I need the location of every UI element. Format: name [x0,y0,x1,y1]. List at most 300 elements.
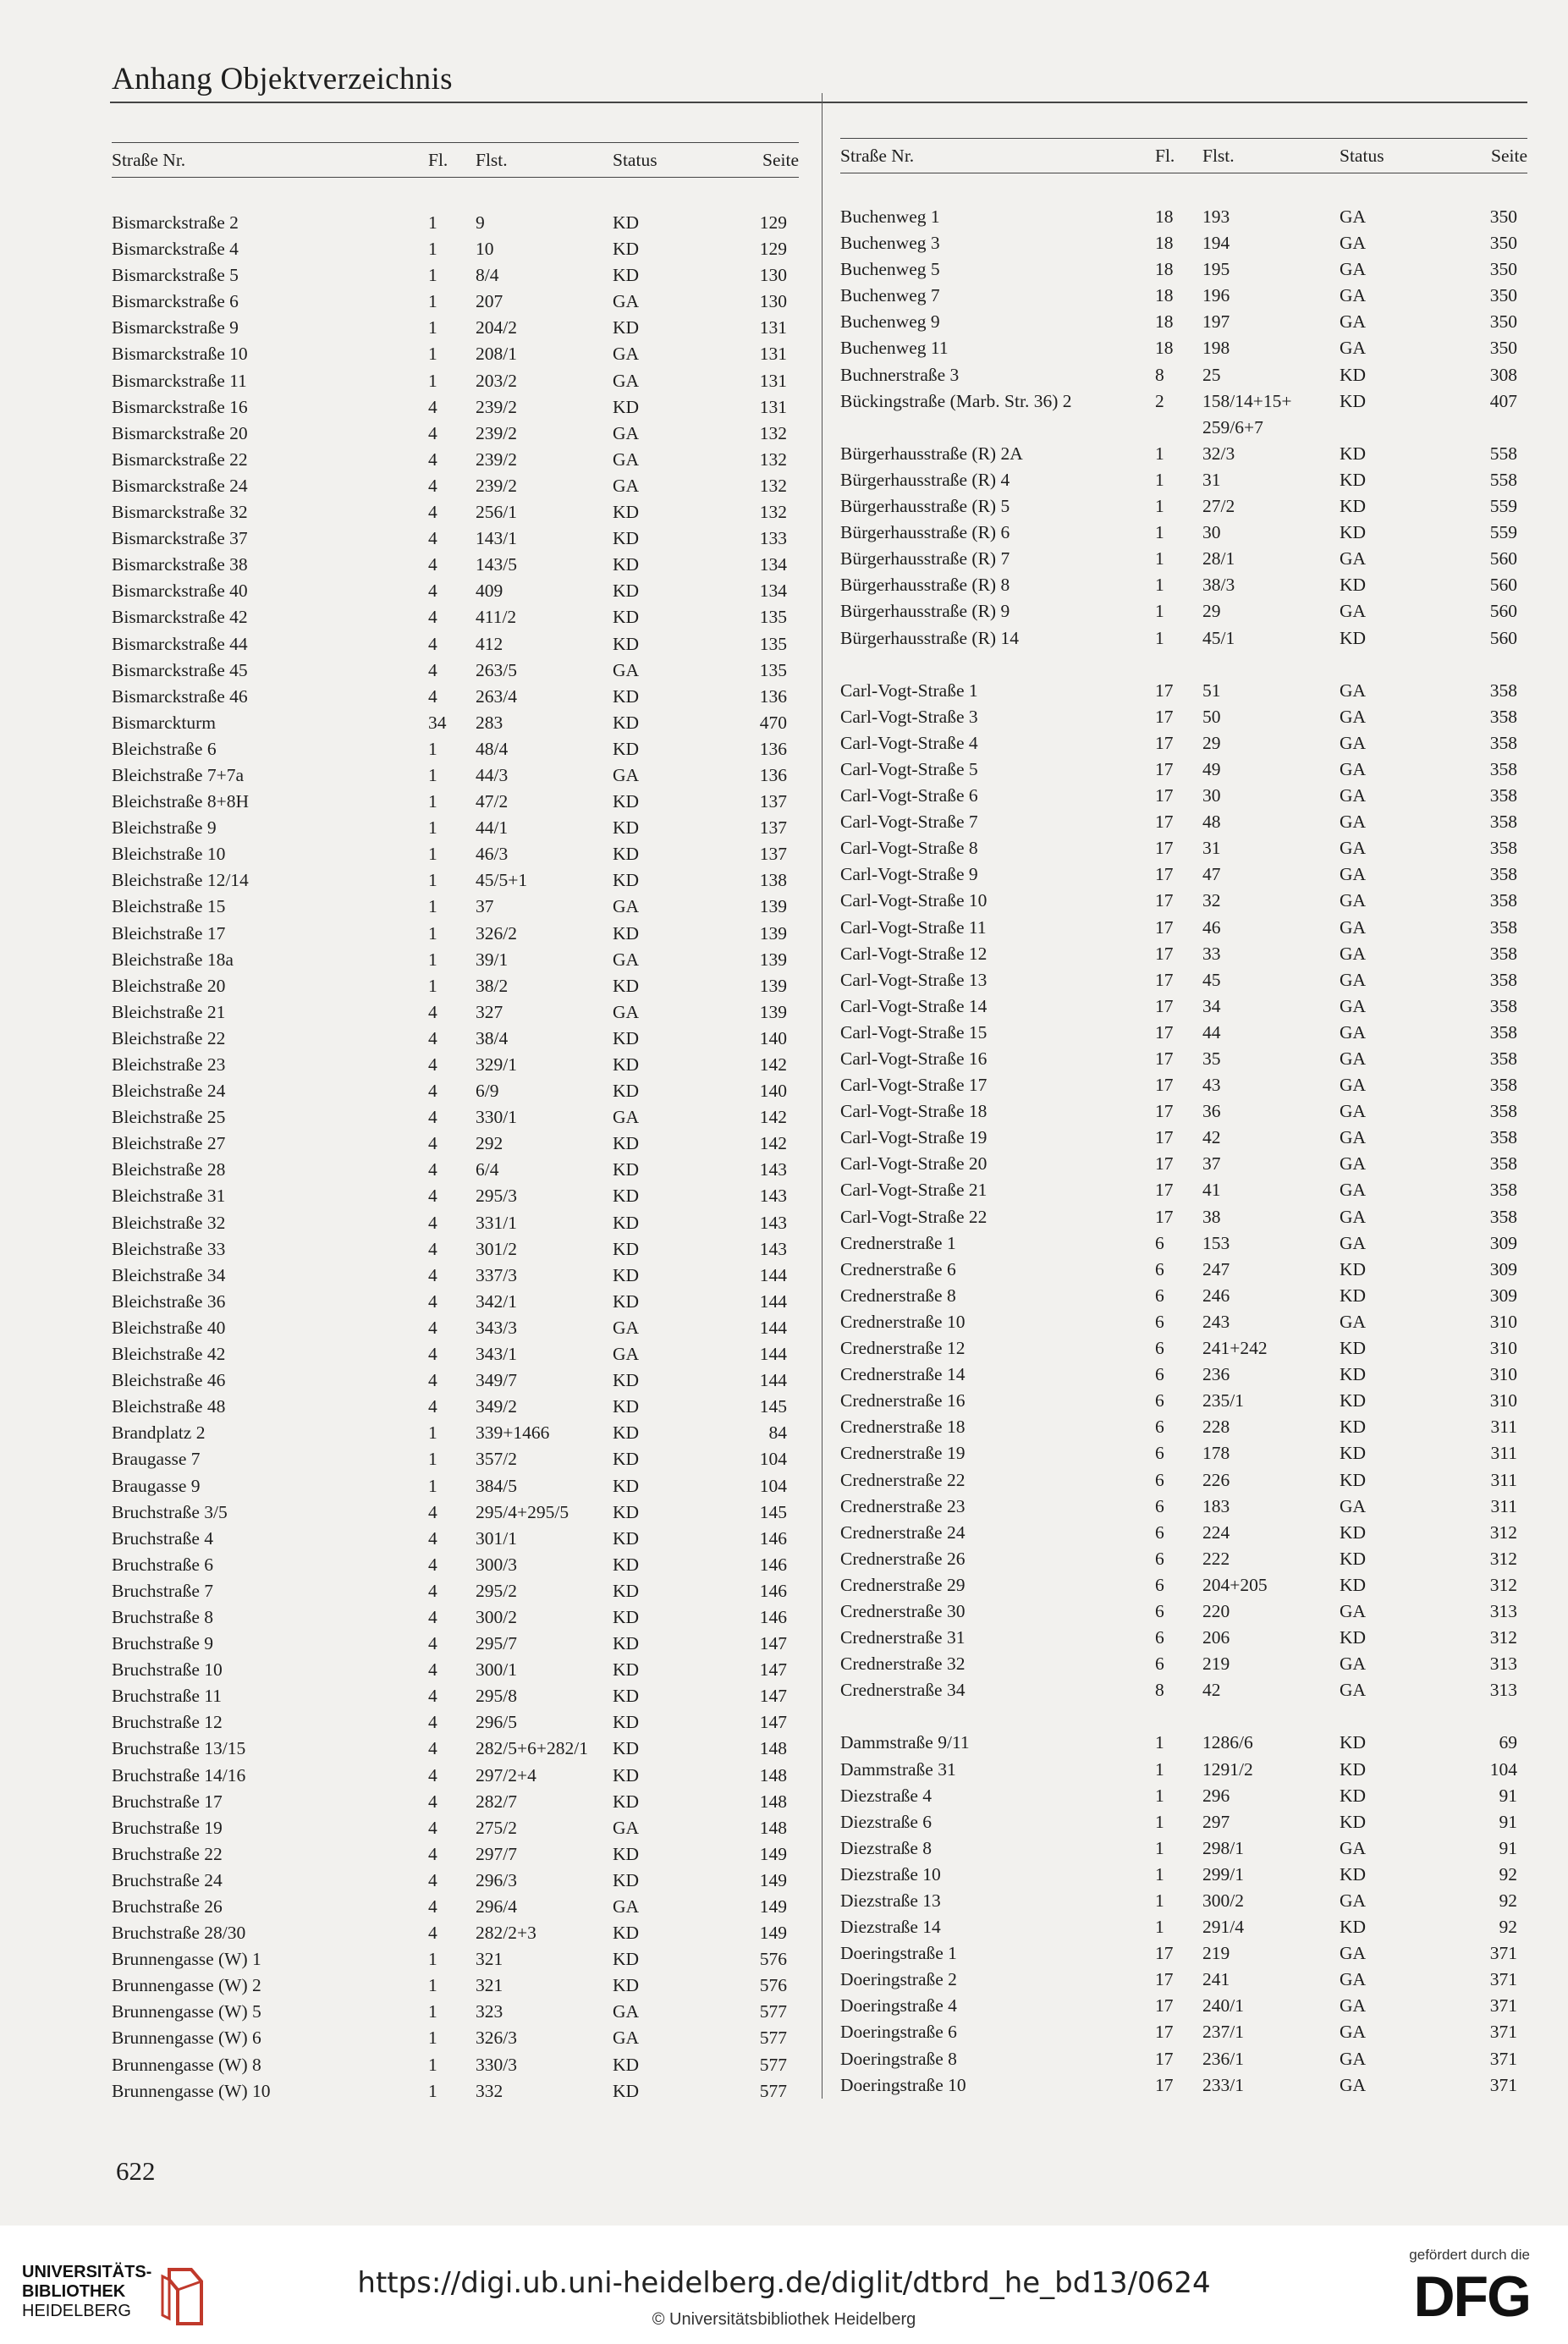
cell-fl: 1 [1155,496,1164,517]
cell-status: GA [1340,732,1367,753]
cell-strasse: Bleichstraße 9 [112,817,217,839]
cell-strasse: Brunnengasse (W) 1 [112,1949,261,1970]
cell-flst: 208/1 [476,344,517,365]
table-row [840,1651,1517,1677]
cell-status: KD [1340,469,1367,490]
cell-strasse: Buchenweg 11 [840,338,949,359]
cell-strasse: Crednerstraße 22 [840,1469,966,1490]
cell-status: KD [613,1370,640,1391]
cell-seite: 143 [759,1159,787,1180]
cell-seite: 371 [1489,1995,1517,2017]
table-row [840,362,1517,388]
table-row [112,1709,787,1736]
cell-fl: 1 [1155,469,1164,490]
cell-strasse: Bleichstraße 23 [112,1054,226,1075]
cell-status: KD [613,791,640,812]
cell-strasse: Carl-Vogt-Straße 14 [840,995,988,1016]
cell-strasse: Bruchstraße 22 [112,1843,223,1864]
cell-fl: 6 [1155,1653,1164,1675]
cell-seite: 358 [1489,1127,1517,1148]
cell-seite: 560 [1489,627,1517,648]
cell-flst: 158/14+15+ [1202,390,1292,411]
cell-fl: 6 [1155,1258,1164,1279]
table-row [112,1578,787,1604]
cell-seite: 577 [759,2028,787,2049]
cell-flst: 327 [476,1001,503,1022]
cell-flst: 412 [476,633,503,654]
cell-flst: 35 [1202,1048,1221,1069]
cell-status: KD [1340,1574,1367,1595]
cell-status: GA [1340,1837,1367,1858]
cell-strasse: Bleichstraße 12/14 [112,870,249,891]
cell-fl: 1 [1155,443,1164,464]
cell-fl: 4 [428,1923,437,1944]
cell-flst: 239/2 [476,448,517,470]
table-row [840,783,1517,809]
table-row [840,1598,1517,1625]
cell-flst: 50 [1202,706,1221,727]
cell-strasse: Bismarckstraße 22 [112,448,248,470]
cell-strasse: Bismarckstraße 4 [112,239,239,260]
cell-seite: 144 [759,1290,787,1312]
table-row [840,730,1517,757]
table-row [112,867,787,894]
cell-fl: 4 [428,580,437,602]
cell-flst: 195 [1202,259,1230,280]
table-row [840,415,1517,441]
cell-status: KD [613,712,640,733]
cell-status: KD [613,317,640,338]
copyright-text: © Universitätsbibliothek Heidelberg [652,2310,916,2329]
cell-strasse: Crednerstraße 26 [840,1548,966,1569]
cell-status: KD [1340,1548,1367,1569]
cell-seite: 310 [1489,1364,1517,1385]
cell-flst: 239/2 [476,422,517,443]
cell-fl: 8 [1155,364,1164,385]
table-row [112,1367,787,1394]
table-row [112,1894,787,1920]
cell-fl: 6 [1155,1521,1164,1543]
title-rule [110,102,1527,103]
cell-fl: 17 [1155,1021,1174,1043]
footer [0,2226,1568,2344]
cell-flst: 326/2 [476,922,517,944]
cell-flst: 283 [476,712,503,733]
cell-strasse: Crednerstraße 10 [840,1311,966,1332]
table-row [840,204,1517,230]
cell-seite: 147 [759,1659,787,1681]
table-row [840,546,1517,572]
cell-status: KD [613,528,640,549]
cell-fl: 4 [428,1869,437,1890]
cell-fl: 6 [1155,1548,1164,1569]
cell-status: KD [613,396,640,417]
cell-strasse: Crednerstraße 34 [840,1680,966,1701]
table-row [112,1315,787,1341]
cell-fl: 1 [428,1949,437,1970]
cell-status: GA [613,291,640,312]
table-row [840,493,1517,520]
cell-status: GA [613,896,640,917]
cell-flst: 48/4 [476,738,509,759]
table-row [112,762,787,789]
cell-status: KD [613,1159,640,1180]
cell-status: KD [613,212,640,233]
cell-status: KD [613,1475,640,1496]
cell-strasse: Bismarckstraße 6 [112,291,239,312]
cell-strasse: Bleichstraße 25 [112,1107,226,1128]
cell-strasse: Bismarckturm [112,712,217,733]
cell-flst: 300/3 [476,1554,517,1575]
cell-strasse: Braugasse 7 [112,1449,201,1470]
cell-flst: 32/3 [1202,443,1235,464]
cell-flst: 45/1 [1202,627,1235,648]
cell-status: KD [613,685,640,707]
cell-flst: 239/2 [476,396,517,417]
cell-seite: 137 [759,791,787,812]
table-row [840,1494,1517,1520]
cell-flst: 36 [1202,1101,1221,1122]
cell-flst: 196 [1202,285,1230,306]
header-flst: Flst. [1202,146,1235,166]
cell-status: GA [613,344,640,365]
cell-flst: 183 [1202,1495,1230,1516]
table-row [840,1783,1517,1809]
dfg-logo[interactable]: DFG [1413,2264,1530,2329]
page-number: 622 [116,2156,156,2186]
cell-fl: 17 [1155,1048,1174,1069]
cell-seite: 577 [759,2054,787,2075]
cell-strasse: Bruchstraße 6 [112,1554,214,1575]
cell-seite: 358 [1489,1180,1517,1201]
cell-status: KD [613,554,640,575]
cell-flst: 330/3 [476,2054,517,2075]
cell-strasse: Brandplatz 2 [112,1422,206,1444]
table-row [840,1757,1517,1783]
cell-seite: 371 [1489,1943,1517,1964]
cell-flst: 296/5 [476,1712,517,1733]
cell-seite: 84 [768,1422,787,1444]
cell-flst: 299/1 [1202,1863,1244,1885]
table-row [112,684,787,710]
cell-fl: 4 [428,554,437,575]
ub-logo-line: BIBLIOTHEK [22,2282,126,2301]
cell-fl: 17 [1155,1206,1174,1227]
cell-flst: 30 [1202,522,1221,543]
cell-seite: 146 [759,1554,787,1575]
cell-flst: 39/1 [476,949,509,970]
cell-status: KD [613,1791,640,1812]
cell-status: GA [1340,1969,1367,1990]
cell-strasse: Crednerstraße 30 [840,1600,966,1621]
cell-fl: 4 [428,659,437,680]
cell-fl: 1 [1155,1863,1164,1885]
cell-seite: 132 [759,502,787,523]
cell-fl: 4 [428,1238,437,1259]
cell-strasse: Diezstraße 13 [840,1890,941,1911]
cell-status: KD [613,817,640,839]
cell-flst: 38/2 [476,975,509,996]
cell-fl: 4 [428,1186,437,1207]
ub-logo-line: UNIVERSITÄTS- [22,2263,152,2281]
cell-status: GA [613,1001,640,1022]
cell-seite: 313 [1489,1653,1517,1675]
table-row [112,578,787,604]
table-row [112,368,787,394]
cell-seite: 91 [1499,1811,1517,1832]
cell-seite: 311 [1490,1495,1517,1516]
cell-status: KD [613,1133,640,1154]
cell-seite: 558 [1489,443,1517,464]
cell-strasse: Bismarckstraße 46 [112,685,248,707]
cell-seite: 139 [759,922,787,944]
cell-seite: 350 [1489,285,1517,306]
cell-flst: 259/6+7 [1202,416,1263,437]
cell-flst: 411/2 [476,607,517,628]
cell-seite: 139 [759,975,787,996]
table-row [112,815,787,841]
table-row [112,999,787,1026]
table-row [840,1730,1517,1756]
table-row [840,1362,1517,1388]
cell-strasse: Bismarckstraße 45 [112,659,248,680]
cell-seite: 91 [1499,1837,1517,1858]
table-row [112,1289,787,1315]
cell-fl: 6 [1155,1338,1164,1359]
cell-strasse: Crednerstraße 14 [840,1364,966,1385]
table-row [840,1283,1517,1309]
cell-fl: 1 [428,1475,437,1496]
cell-seite: 310 [1489,1311,1517,1332]
table-row [840,1125,1517,1151]
cell-fl: 4 [428,422,437,443]
cell-fl: 4 [428,1843,437,1864]
table-row [840,1703,1517,1730]
cell-flst: 6/4 [476,1159,499,1180]
cell-strasse: Bruchstraße 12 [112,1712,223,1733]
cell-seite: 104 [759,1475,787,1496]
cell-seite: 358 [1489,812,1517,833]
header-strasse-nr: Straße Nr. [840,146,915,166]
table-row [112,499,787,525]
cell-strasse: Bruchstraße 7 [112,1580,214,1601]
cell-seite: 350 [1489,206,1517,227]
cell-status: KD [613,1949,640,1970]
cell-flst: 297 [1202,1811,1230,1832]
cell-strasse: Bismarckstraße 44 [112,633,248,654]
cell-strasse: Carl-Vogt-Straße 15 [840,1021,988,1043]
cell-status: GA [1340,1311,1367,1332]
cell-strasse: Buchenweg 9 [840,311,940,333]
cell-status: KD [613,1869,640,1890]
cell-flst: 37 [476,896,494,917]
cell-status: GA [1340,233,1367,254]
cell-seite: 130 [759,265,787,286]
table-row [112,921,787,947]
cell-fl: 6 [1155,1627,1164,1648]
cell-strasse: Carl-Vogt-Straße 7 [840,812,978,833]
cell-fl: 4 [428,1791,437,1812]
cell-fl: 6 [1155,1417,1164,1438]
cell-fl: 1 [1155,1837,1164,1858]
table-row [840,598,1517,625]
table-row [112,1052,787,1078]
cell-strasse: Dammstraße 31 [840,1758,956,1780]
cell-strasse: Bürgerhausstraße (R) 4 [840,469,1010,490]
cell-flst: 236 [1202,1364,1230,1385]
cell-fl: 4 [428,633,437,654]
cell-fl: 8 [1155,1680,1164,1701]
cell-strasse: Doeringstraße 2 [840,1969,957,1990]
cell-seite: 104 [1489,1758,1517,1780]
cell-seite: 358 [1489,758,1517,779]
table-row [112,1104,787,1131]
cell-strasse: Buchenweg 5 [840,259,940,280]
cell-fl: 17 [1155,706,1174,727]
cell-strasse: Carl-Vogt-Straße 21 [840,1180,988,1201]
table-row [840,888,1517,914]
cell-flst: 38 [1202,1206,1221,1227]
cell-status: KD [613,1054,640,1075]
cell-flst: 297/2+4 [476,1764,536,1786]
cell-flst: 228 [1202,1417,1230,1438]
cell-seite: 144 [759,1317,787,1338]
cell-fl: 1 [428,896,437,917]
cell-strasse: Carl-Vogt-Straße 12 [840,943,988,964]
cell-fl: 4 [428,1133,437,1154]
cell-seite: 146 [759,1606,787,1627]
cell-seite: 92 [1499,1917,1517,1938]
cell-flst: 219 [1202,1653,1230,1675]
cell-seite: 144 [759,1344,787,1365]
header-seite: Seite [762,150,799,170]
cell-fl: 1 [428,2001,437,2022]
cell-status: KD [1340,1811,1367,1832]
cell-seite: 358 [1489,916,1517,938]
cell-status: GA [1340,1153,1367,1175]
source-url-link[interactable]: https://digi.ub.uni-heidelberg.de/diglit/dtbrd_he_bd13/0624 [357,2266,1211,2300]
cell-flst: 29 [1202,732,1221,753]
cell-fl: 4 [428,528,437,549]
cell-fl: 1 [428,764,437,785]
cell-status: GA [1340,338,1367,359]
cell-status: KD [613,1738,640,1759]
cell-seite: 129 [759,239,787,260]
cell-fl: 1 [428,212,437,233]
cell-flst: 220 [1202,1600,1230,1621]
table-row [112,1210,787,1236]
cell-status: KD [1340,1285,1367,1306]
cell-flst: 31 [1202,838,1221,859]
cell-seite: 560 [1489,601,1517,622]
cell-status: GA [1340,1101,1367,1122]
cell-flst: 44 [1202,1021,1221,1043]
cell-flst: 384/5 [476,1475,517,1496]
cell-fl: 18 [1155,311,1174,333]
cell-status: KD [613,1527,640,1549]
table-row [112,1026,787,1052]
cell-strasse: Bürgerhausstraße (R) 8 [840,575,1010,596]
cell-fl: 4 [428,1633,437,1654]
cell-status: GA [613,2028,640,2049]
cell-flst: 197 [1202,311,1230,333]
cell-fl: 4 [428,1370,437,1391]
table-row [112,1736,787,1762]
cell-fl: 1 [1155,1758,1164,1780]
cell-fl: 17 [1155,890,1174,911]
cell-fl: 1 [1155,1811,1164,1832]
cell-fl: 1 [428,870,437,891]
table-row [112,2078,787,2105]
table-row [112,1131,787,1157]
table-row [840,1177,1517,1203]
cell-seite: 135 [759,607,787,628]
table-row [840,1440,1517,1466]
cell-seite: 358 [1489,680,1517,701]
cell-strasse: Bruchstraße 4 [112,1527,214,1549]
cell-status: KD [1340,1785,1367,1806]
cell-status: GA [1340,969,1367,990]
cell-seite: 131 [759,344,787,365]
cell-strasse: Bruchstraße 19 [112,1817,223,1838]
cell-flst: 296/4 [476,1896,517,1917]
cell-flst: 45 [1202,969,1221,990]
cell-fl: 4 [428,1054,437,1075]
right-table-header [840,138,1527,173]
cell-status: KD [1340,1521,1367,1543]
cell-flst: 226 [1202,1469,1230,1490]
cell-seite: 131 [759,317,787,338]
table-row [840,1625,1517,1651]
cell-fl: 1 [428,2054,437,2075]
table-row [840,2019,1517,2045]
cell-status: GA [613,1317,640,1338]
cell-seite: 559 [1489,522,1517,543]
cell-flst: 331/1 [476,1212,517,1233]
cell-seite: 358 [1489,943,1517,964]
cell-fl: 34 [428,712,447,733]
cell-fl: 18 [1155,338,1174,359]
table-row [840,283,1517,309]
cell-strasse: Bismarckstraße 10 [112,344,248,365]
cell-strasse: Crednerstraße 6 [840,1258,956,1279]
cell-strasse: Brunnengasse (W) 8 [112,2054,261,2075]
cell-status: KD [613,1764,640,1786]
cell-status: GA [1340,206,1367,227]
cell-strasse: Carl-Vogt-Straße 4 [840,732,978,753]
cell-status: KD [1340,1417,1367,1438]
cell-status: GA [1340,2048,1367,2069]
cell-strasse: Carl-Vogt-Straße 8 [840,838,978,859]
cell-flst: 296 [1202,1785,1230,1806]
cell-fl: 1 [1155,575,1164,596]
cell-status: GA [1340,680,1367,701]
cell-status: KD [613,1580,640,1601]
table-row [840,704,1517,730]
cell-status: GA [1340,1232,1367,1253]
cell-flst: 198 [1202,338,1230,359]
cell-strasse: Crednerstraße 1 [840,1232,956,1253]
cell-strasse: Bleichstraße 40 [112,1317,226,1338]
right-table [840,204,1517,2099]
cell-seite: 350 [1489,311,1517,333]
cell-flst: 343/1 [476,1344,517,1365]
cell-fl: 4 [428,1712,437,1733]
cell-status: GA [1340,1127,1367,1148]
table-row [112,894,787,920]
cell-seite: 358 [1489,890,1517,911]
cell-strasse: Braugasse 9 [112,1475,201,1496]
